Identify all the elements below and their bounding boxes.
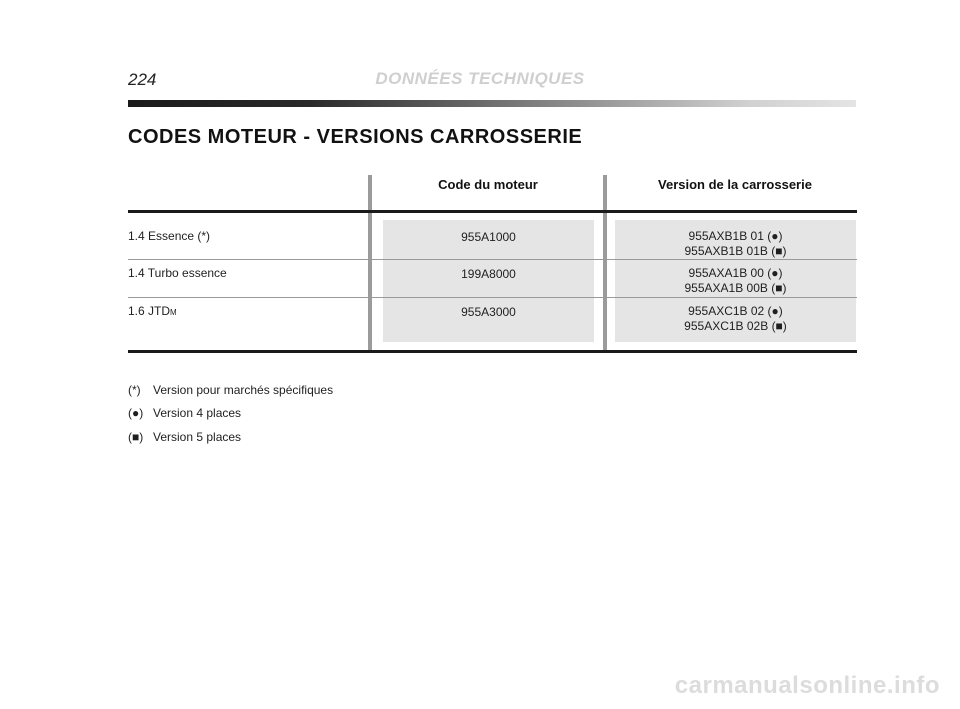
section-title: CODES MOTEUR - VERSIONS CARROSSERIE [128, 126, 583, 148]
table-cell-body-version: 955AXB1B 01 (●) 955AXB1B 01B (■) [684, 229, 787, 258]
page-number: 224 [128, 70, 157, 89]
column-divider [368, 175, 372, 352]
row-separator [128, 297, 857, 298]
table-cell-engine-code: 955A3000 [461, 305, 516, 319]
watermark: carmanualsonline.info [674, 672, 940, 699]
column-divider [603, 175, 607, 352]
running-head: DONNÉES TECHNIQUES [375, 69, 585, 88]
footnote-text: Version 4 places [153, 406, 242, 420]
table-cell-engine-code: 955A1000 [461, 230, 516, 244]
footnote-mark: (■) [128, 430, 144, 444]
footnote [128, 406, 241, 420]
row-separator [128, 259, 857, 260]
column-header-body-version: Version de la carrosserie [658, 177, 812, 192]
table-top-rule [128, 210, 857, 213]
footnote [128, 383, 333, 397]
header-rule [128, 100, 856, 107]
footnote-text: Version pour marchés spécifiques [153, 383, 334, 397]
table-cell-body-version: 955AXC1B 02 (●) 955AXC1B 02B (■) [684, 304, 787, 333]
table-row-label: 1.4 Essence (*) [128, 229, 211, 243]
table-cell-body-version: 955AXA1B 00 (●) 955AXA1B 00B (■) [684, 266, 787, 295]
column-header-engine-code: Code du moteur [438, 177, 538, 192]
table-row-label: 1.4 Turbo essence [128, 266, 227, 280]
table-cell-engine-code: 199A8000 [461, 267, 516, 281]
table-row-label: 1.6 JTDM [128, 304, 177, 318]
footnote-mark: (●) [128, 406, 144, 420]
table-bottom-rule [128, 350, 857, 353]
footnote-mark: (*) [128, 383, 141, 397]
footnote-text: Version 5 places [153, 430, 242, 444]
footnote [128, 430, 241, 444]
